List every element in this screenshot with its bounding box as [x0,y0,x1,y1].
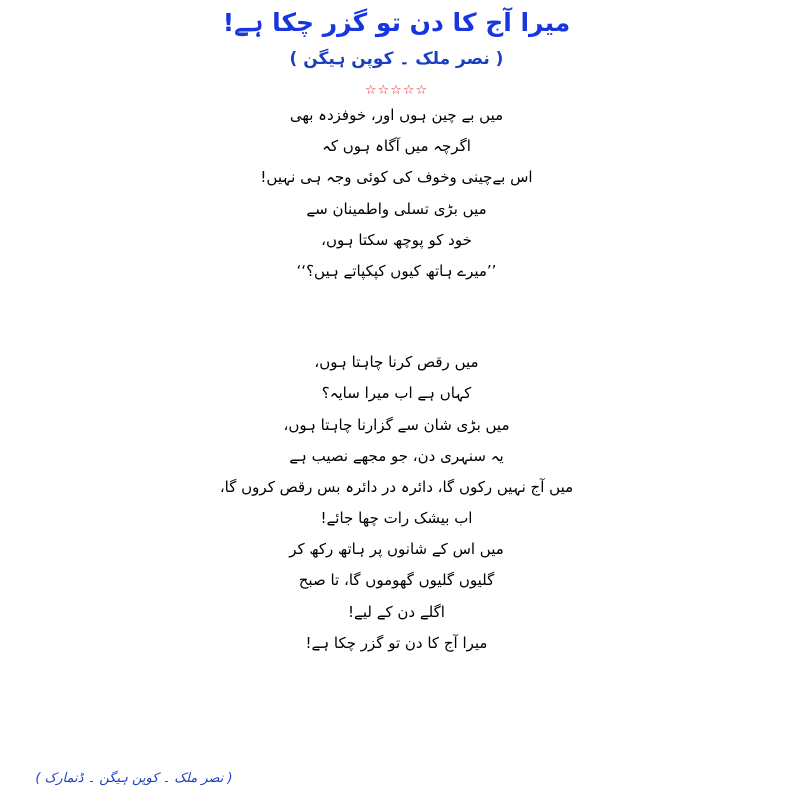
poem-line: میں اس کے شانوں پر ہاتھ رکھ کر [289,540,504,559]
poem-line: میں آج نہیں رکوں گا، دائرہ در دائرہ بس رقص کروں گا، [219,477,574,496]
poem-body [0,100,793,659]
poem-line: خود کو پوچھ سکتا ہوں، [321,230,472,249]
poem-line: اگلے دن کے لیے! [348,602,445,621]
poem-line: میں بڑی شان سے گزارنا چاہتا ہوں، [283,415,510,434]
poem-line: میرا آج کا دن تو گزر چکا ہے! [305,633,488,652]
poem-line: کہاں ہے اب میرا سایہ؟ [321,384,472,403]
stanza-gap [0,287,793,347]
author-byline: ( نصر ملک ۔ کوپن ہیگن ) [289,49,504,69]
star-divider: ☆☆☆☆☆ [364,83,429,98]
poem-line: گلیوں گلیوں گھوموں گا، تا صبح [298,571,495,590]
poem-line: میں بڑی تسلی واطمینان سے [306,199,487,218]
signature: ( نصر ملک ۔ کوپن ہیگن ۔ ڈنمارک ) [35,771,233,786]
poem-line: میں بے چین ہوں اور، خوفزدہ بھی [289,106,504,124]
poem-line: اس بےچینی وخوف کی کوئی وجہ ہی نہیں! [260,168,533,187]
poem-line: اب بیشک رات چھا جائے! [320,509,473,528]
poem-line: یہ سنہری دن، جو مجھے نصیب ہے [289,446,504,465]
poem-title: میرا آج کا دن تو گزر چکا ہے! [222,8,571,37]
poem-line: اگرچہ میں آگاہ ہوں کہ [322,137,471,156]
poem-line: ’’میرے ہاتھ کیوں کپکپاتے ہیں؟‘‘ [296,261,497,280]
poem-line: میں رقص کرنا چاہتا ہوں، [314,353,479,372]
